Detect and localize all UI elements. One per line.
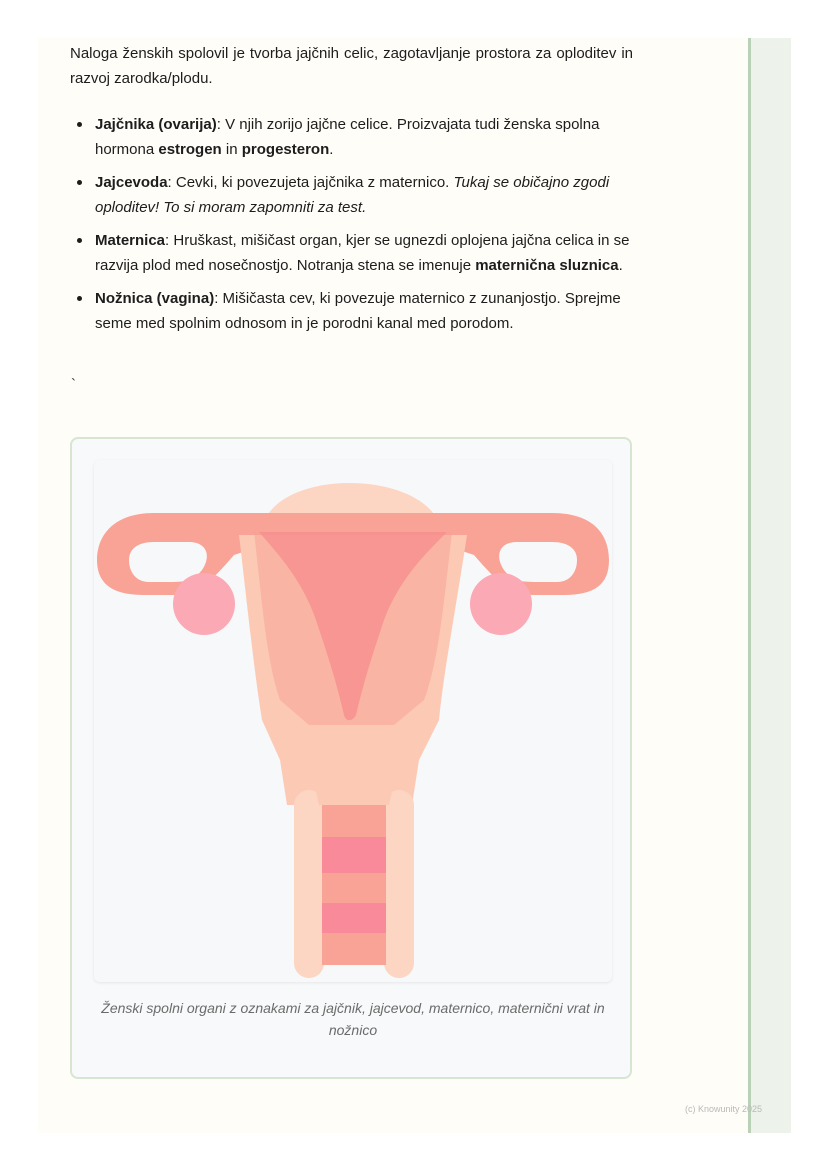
list-item-uterus: Maternica: Hruškast, mišičast organ, kjer se ugnezdi oplojena jajčna celica in se razvija plod med nosečnostjo. Notranja stena se imenuje maternična sluznica. bbox=[70, 228, 640, 278]
cervix bbox=[309, 760, 399, 805]
organ-list bbox=[70, 112, 640, 344]
stray-backtick: ` bbox=[71, 376, 76, 393]
intro-paragraph: Naloga ženskih spolovil je tvorba jajčnih celic, zagotavljanje prostora za oploditev in razvoj zarodka/plodu. bbox=[70, 45, 633, 87]
list-item-vagina: Nožnica (vagina): Mišičasta cev, ki povezuje maternico z zunanjostjo. Sprejme seme med spolnim odnosom in je porodni kanal med porodom. bbox=[70, 286, 640, 336]
vaginal-ridge-1 bbox=[322, 837, 386, 873]
reproductive-organs-illustration bbox=[94, 460, 612, 982]
vaginal-canal bbox=[322, 805, 386, 965]
right-ovary bbox=[470, 573, 532, 635]
term-uterus: Maternica bbox=[95, 232, 166, 249]
term-fallopian-tubes: Jajcevoda bbox=[95, 174, 168, 191]
bullet-icon bbox=[77, 238, 82, 243]
right-sidebar bbox=[748, 38, 791, 1133]
exam-note: Tukaj se običajno zgodi oploditev! To si moram zapomniti za test. bbox=[95, 174, 610, 216]
figure-card bbox=[70, 437, 632, 1079]
figure-caption: Ženski spolni organi z oznakami za jajčnik, jajcevod, maternico, maternični vrat in nožnico bbox=[101, 1000, 605, 1038]
figure-image-frame bbox=[94, 460, 612, 982]
copyright-notice: (c) Knowunity 2025 bbox=[685, 1104, 763, 1114]
vaginal-wall-right bbox=[384, 790, 414, 978]
term-ovaries: Jajčnika (ovarija) bbox=[95, 116, 217, 133]
bullet-icon bbox=[77, 122, 82, 127]
vaginal-ridge-2 bbox=[322, 903, 386, 933]
list-item-fallopian-tubes: Jajcevoda: Cevki, ki povezujeta jajčnika z maternico. Tukaj se običajno zgodi oploditev! To si moram zapomniti za test. bbox=[70, 170, 640, 220]
list-item-ovaries: Jajčnika (ovarija): V njih zorijo jajčne celice. Proizvajata tudi ženska spolna hormona estrogen in progesteron. bbox=[70, 112, 640, 162]
left-ovary bbox=[173, 573, 235, 635]
vaginal-wall-left bbox=[294, 790, 324, 978]
bullet-icon bbox=[77, 180, 82, 185]
term-vagina: Nožnica (vagina) bbox=[95, 290, 215, 307]
bullet-icon bbox=[77, 296, 82, 301]
